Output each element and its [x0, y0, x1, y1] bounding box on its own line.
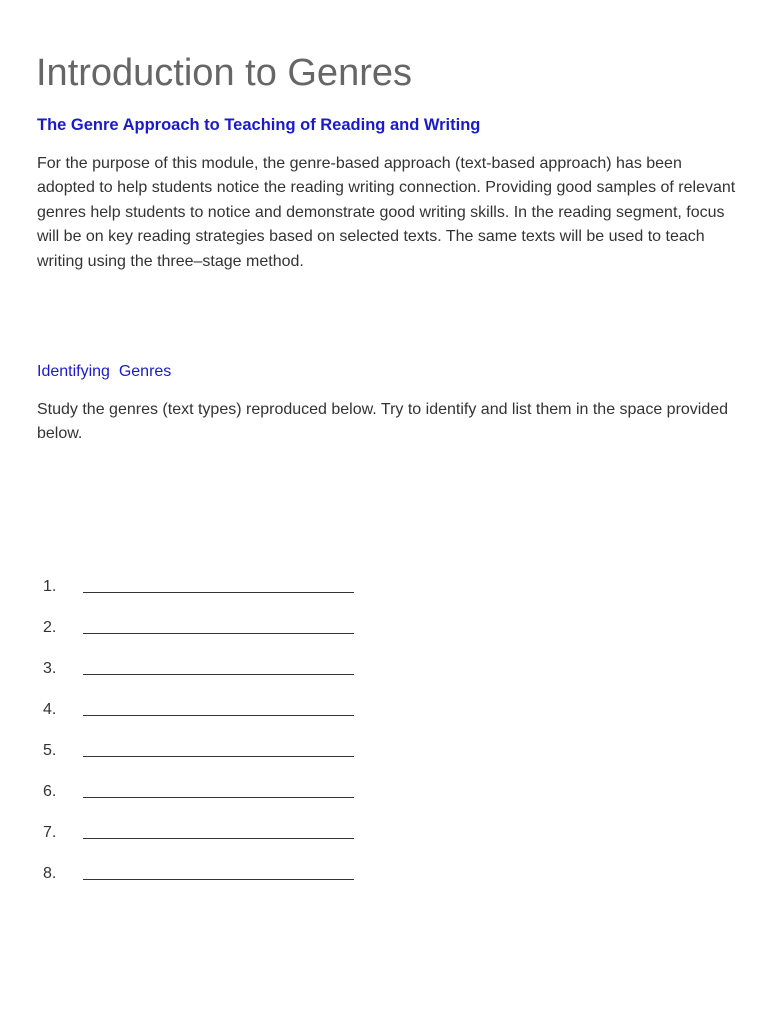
answer-number: 8. — [43, 865, 57, 882]
instructions-paragraph: Study the genres (text types) reproduced below. Try to identify and list them in the space provided below. — [37, 401, 729, 443]
answer-item — [0, 697, 400, 738]
answer-blank-line — [83, 592, 354, 593]
answer-blank-line — [83, 838, 354, 839]
answer-blank-line — [83, 797, 354, 798]
answer-item — [0, 656, 400, 697]
answer-number: 7. — [43, 824, 57, 841]
subheading: The Genre Approach to Teaching of Reading and Writing — [37, 116, 481, 134]
answer-number: 5. — [43, 742, 57, 759]
answer-number: 1. — [43, 578, 57, 595]
answer-list — [0, 574, 400, 902]
answer-blank-line — [83, 674, 354, 675]
answer-item — [0, 615, 400, 656]
answer-item — [0, 738, 400, 779]
answer-blank-line — [83, 756, 354, 757]
answer-blank-line — [83, 879, 354, 880]
answer-item — [0, 861, 400, 902]
answer-number: 4. — [43, 701, 57, 718]
answer-blank-line — [83, 715, 354, 716]
answer-blank-line — [83, 633, 354, 634]
answer-item — [0, 574, 400, 615]
section-heading: Identifying Genres — [37, 363, 172, 380]
answer-number: 2. — [43, 619, 57, 636]
intro-paragraph: For the purpose of this module, the genre-based approach (text-based approach) has been adopted to help students notice the reading writing connection. Providing good samples of relevant genres help students to notice and demonstrate good writing skills. In the reading segment, focus will be on key reading strategies based on selected texts. The same texts will be used to teach writing using the three–stage method. — [37, 155, 736, 270]
answer-number: 6. — [43, 783, 57, 800]
answer-item — [0, 779, 400, 820]
answer-item — [0, 820, 400, 861]
answer-number: 3. — [43, 660, 57, 677]
page-title: Introduction to Genres — [36, 52, 412, 94]
